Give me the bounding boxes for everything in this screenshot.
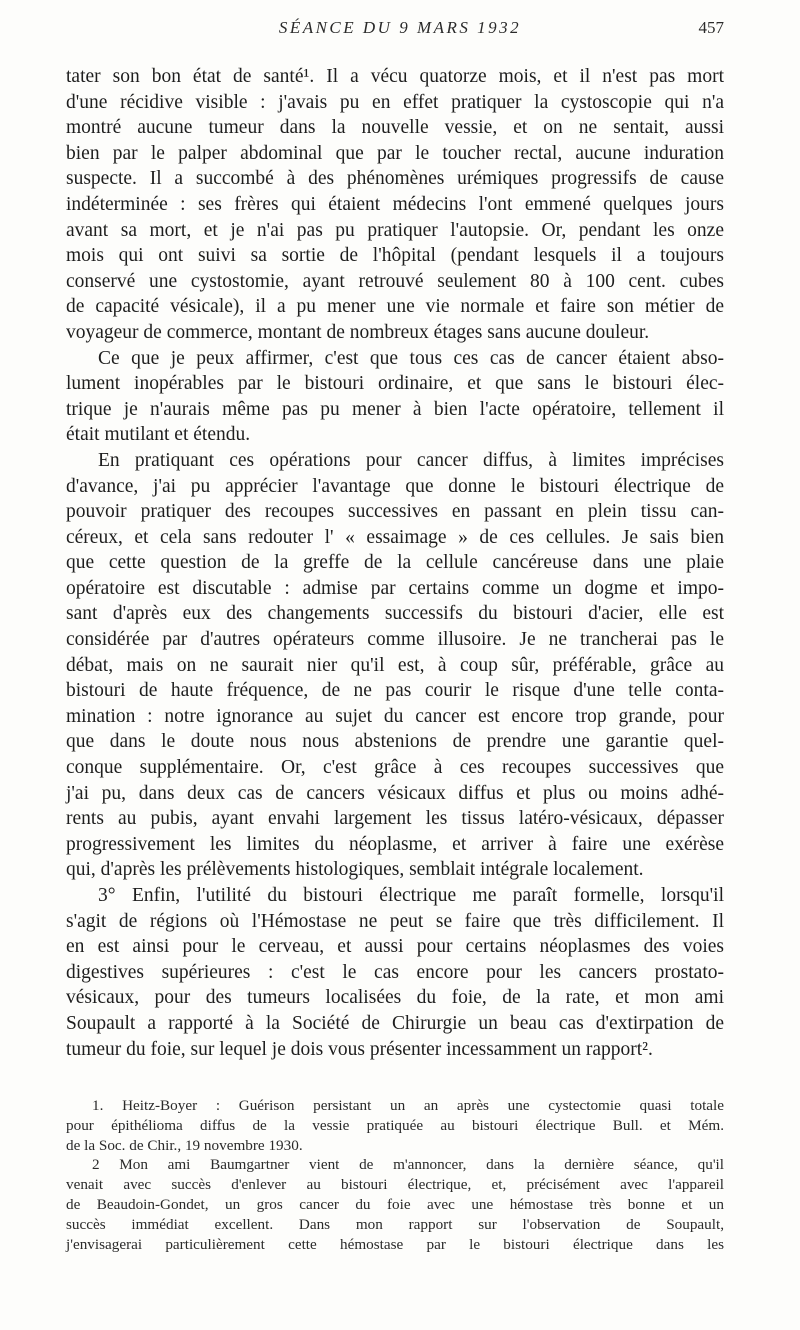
- footnote-1: 1. Heitz-Boyer : Guérison persistant un an après une cystectomie quasi totale: [92, 1097, 724, 1114]
- text-line: d'une récidive visible : j'avais pu en effet pratiquer la cystoscopie qui n'a: [66, 91, 724, 113]
- text-line: trique je n'aurais même pas pu mener à bien l'acte opératoire, tellement il: [66, 398, 724, 420]
- text-line: en est ainsi pour le cerveau, et aussi pour certains néoplasmes des voies: [66, 936, 724, 958]
- text-line: céreux, et cela sans redouter l' « essaimage » de ces cellules. Je sais bien: [66, 526, 724, 548]
- page-number: 457: [698, 18, 724, 37]
- text-line: montré aucune tumeur dans la nouvelle vessie, et on ne sentait, aussi: [66, 117, 724, 139]
- text-line: suspecte. Il a succombé à des phénomènes urémiques progressifs de cause: [66, 168, 724, 190]
- text-line: considérée par d'autres opérateurs comme illusoire. Je ne trancherai pas le: [66, 629, 724, 651]
- text-line: conservé une cystostomie, ayant retrouvé seulement 80 à 100 cent. cubes: [66, 270, 724, 292]
- text-line: progressivement les limites du néoplasme, et arriver à faire une exérèse: [66, 833, 724, 855]
- paragraph-start: 3° Enfin, l'utilité du bistouri électrique me paraît formelle, lorsqu'il: [98, 885, 724, 906]
- text-line: bistouri de haute fréquence, de ne pas courir le risque d'une telle conta-: [66, 680, 724, 702]
- footnote-2: 2 Mon ami Baumgartner vient de m'annoncer, dans la dernière séance, qu'il: [92, 1156, 724, 1174]
- footnote-line: venait avec succès d'enlever au bistouri électrique, et, précisément avec l'appareil: [66, 1176, 724, 1194]
- text-line: que dans le doute nous nous abstenions de prendre une garantie quel-: [66, 731, 724, 753]
- footnote-line: de la Soc. de Chir., 19 novembre 1930.: [66, 1136, 303, 1154]
- text-line: digestives supérieures : c'est le cas encore pour les cancers prostato-: [66, 961, 724, 983]
- text-line: vésicaux, pour des tumeurs localisées du foie, de la rate, et mon ami: [66, 987, 724, 1009]
- footnotes: [66, 1096, 724, 1254]
- text-line: était mutilant et étendu.: [66, 424, 251, 446]
- text-line: rents au pubis, ayant envahi largement les tissus latéro-vésicaux, dépasser: [66, 808, 724, 830]
- text-line: avant sa mort, et je n'ai pas pu pratiquer l'autopsie. Or, pendant les onze: [66, 219, 724, 241]
- footnote-line: succès immédiat excellent. Dans mon rapport sur l'observation de Soupault,: [66, 1215, 724, 1233]
- paragraph-start: En pratiquant ces opérations pour cancer diffus, à limites imprécises: [98, 449, 724, 471]
- body-text: [66, 64, 724, 1062]
- footnote-line: j'envisagerai particulièrement cette hémostase par le bistouri électrique dans les: [66, 1235, 724, 1253]
- text-line: d'avance, j'ai pu apprécier l'avantage que donne le bistouri électrique de: [66, 475, 724, 497]
- text-line: opératoire est discutable : admise par certains comme un dogme et impo-: [66, 577, 724, 599]
- footnote-line: pour épithélioma diffus de la vessie pratiquée au bistouri électrique Bull. et Mém.: [66, 1116, 724, 1134]
- text-line: bien par le palper abdominal que par le toucher rectal, aucune induration: [66, 142, 724, 164]
- footnote-line: de Beaudoin-Gondet, un gros cancer du foie avec une hémostase très bonne et un: [66, 1195, 724, 1213]
- text-line: Soupault a rapporté à la Société de Chirurgie un beau cas d'extirpation de: [66, 1012, 724, 1034]
- running-head: [0, 18, 800, 46]
- text-line: lument inopérables par le bistouri ordinaire, et que sans le bistouri élec-: [66, 373, 724, 395]
- text-line: j'ai pu, dans deux cas de cancers vésicaux diffus et plus ou moins adhé-: [66, 782, 724, 804]
- running-title: SÉANCE DU 9 MARS 1932: [278, 18, 522, 37]
- text-line: conque supplémentaire. Or, c'est grâce à ces recoupes successives que: [66, 757, 724, 779]
- text-line: que cette question de la greffe de la cellule cancéreuse dans une plaie: [66, 552, 724, 574]
- text-line: tater son bon état de santé¹. Il a vécu quatorze mois, et il n'est pas mort: [66, 66, 724, 87]
- text-line: qui, d'après les prélèvements histologiques, semblait intégrale localement.: [66, 859, 644, 881]
- text-line: voyageur de commerce, montant de nombreux étages sans aucune douleur.: [66, 321, 650, 343]
- text-line: mois qui ont suivi sa sortie de l'hôpital (pendant lesquels il a toujours: [66, 245, 724, 267]
- text-line: mination : notre ignorance au sujet du cancer est encore trop grande, pour: [66, 705, 724, 727]
- text-line: indéterminée : ses frères qui étaient médecins l'ont emmené quelques jours: [66, 193, 724, 215]
- text-line: tumeur du foie, sur lequel je dois vous présenter incessamment un rapport².: [66, 1038, 653, 1060]
- text-line: s'agit de régions où l'Hémostase ne peut se faire que très difficilement. Il: [66, 910, 724, 932]
- text-line: de capacité vésicale), il a pu mener une vie normale et faire son métier de: [66, 296, 724, 318]
- text-line: sant d'après eux des changements successifs du bistouri d'acier, elle est: [66, 603, 724, 625]
- text-line: pouvoir pratiquer des recoupes successives en passant en plein tissu can-: [66, 501, 724, 523]
- text-line: débat, mais on ne saurait nier qu'il est, à coup sûr, préférable, grâce au: [66, 654, 724, 676]
- paragraph-start: Ce que je peux affirmer, c'est que tous ces cas de cancer étaient abso-: [98, 347, 724, 369]
